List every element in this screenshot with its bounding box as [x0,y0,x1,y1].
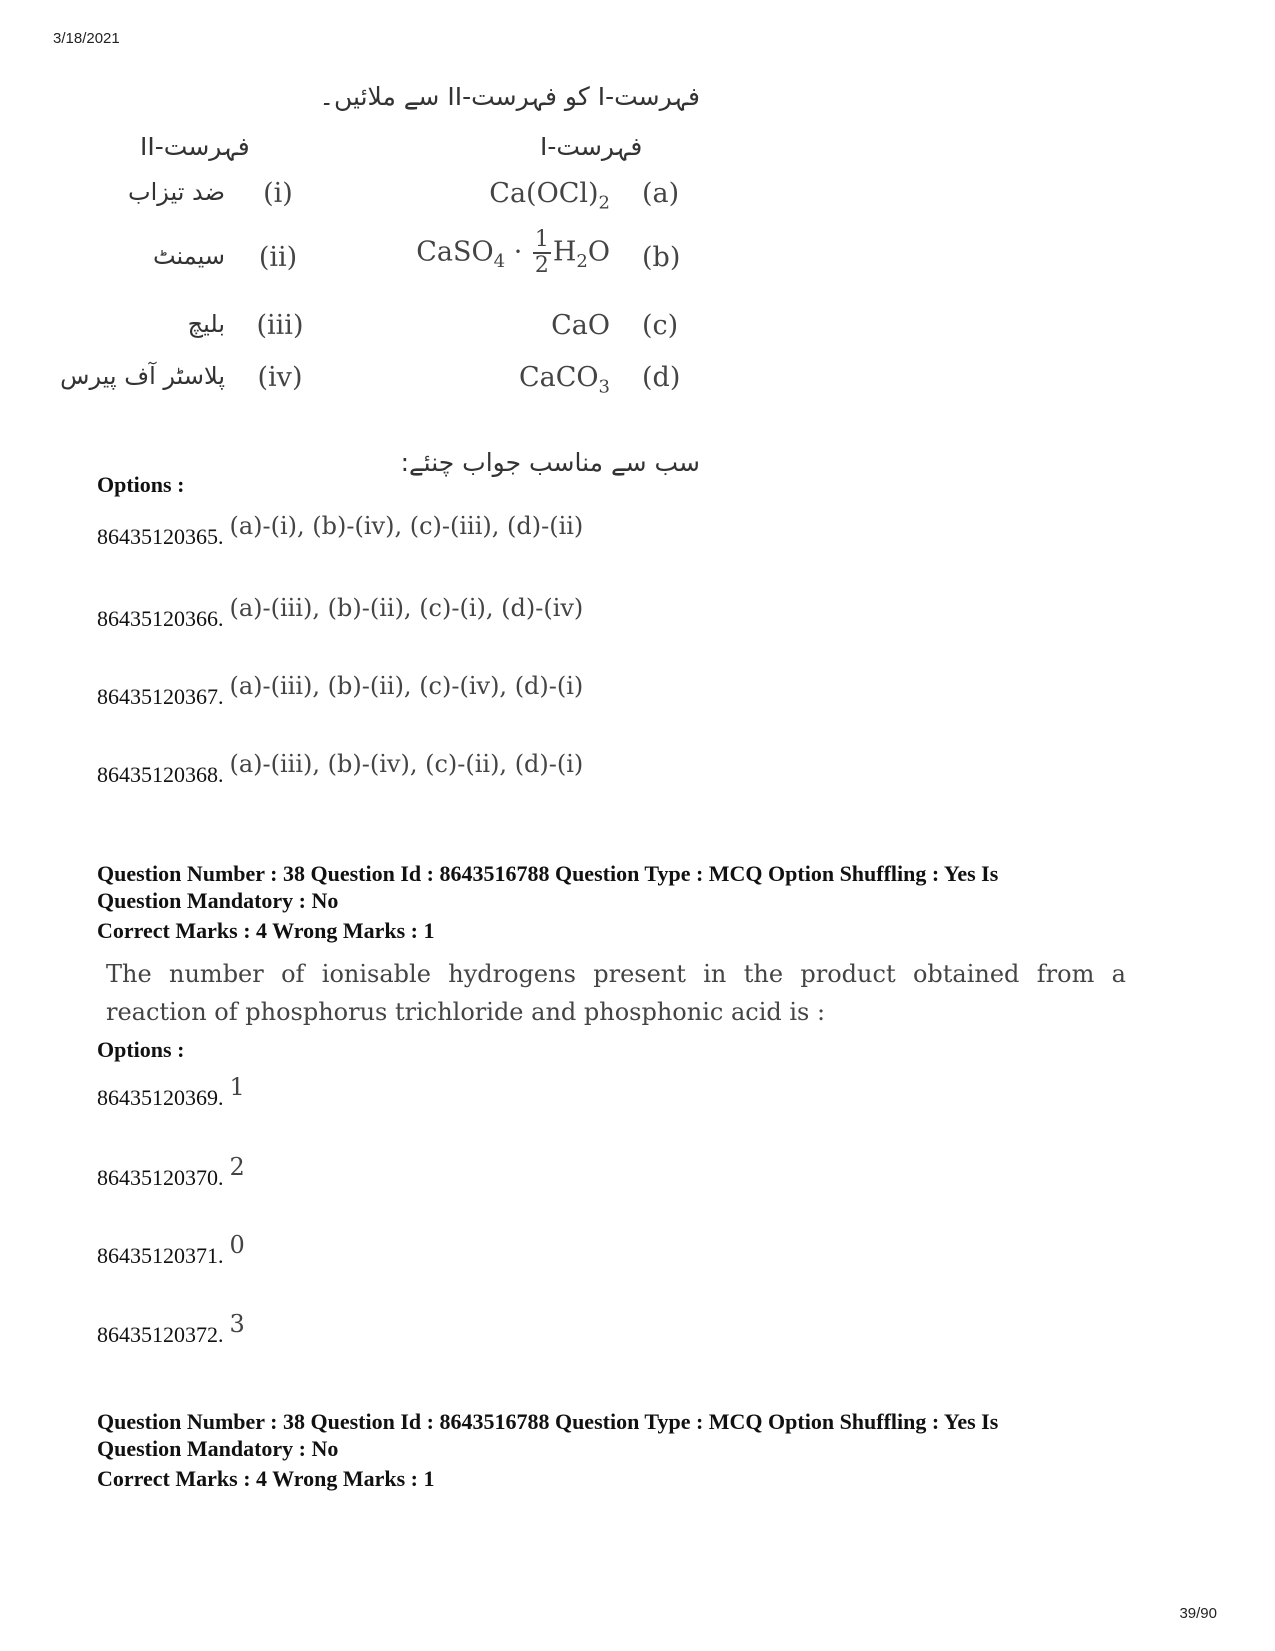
question-marks: Correct Marks : 4 Wrong Marks : 1 [97,1466,435,1491]
option-row[interactable] [97,1231,245,1269]
option-text: 0 [229,1231,245,1259]
match-list-figure [60,70,720,480]
page-number: 39/90 [1179,1605,1217,1622]
option-row[interactable] [97,750,584,788]
option-row[interactable] [97,512,584,550]
list-1-formula: CaSO$_4$ · $\frac{1}{2}$ $H_2O$ [416,227,610,278]
option-id: 86435120372. [97,1322,224,1347]
list-2-item-roman: (iii) [256,310,304,341]
question-meta-line: Question Number : 38 Question Id : 8643516788 Question Type : MCQ Option Shuffling : Yes Is [97,1409,999,1434]
question-meta-line: Question Number : 38 Question Id : 8643516788 Question Type : MCQ Option Shuffling : Yes Is [97,861,999,886]
option-text: 3 [229,1310,245,1338]
option-row[interactable] [97,594,584,632]
options-label: Options : [97,1037,185,1062]
option-row[interactable] [97,672,584,710]
list-2-item-roman: (iv) [257,362,303,393]
list-1-letter: (c) [642,310,679,341]
question-marks: Correct Marks : 4 Wrong Marks : 1 [97,918,435,943]
list-2-item-text: پلاسٹر آف پیرس [60,362,225,390]
options-label: Options : [97,472,185,497]
option-id: 86435120367. [97,684,224,709]
option-text: (a)-(i), (b)-(iv), (c)-(iii), (d)-(ii) [229,512,584,540]
list-1-letter: (a) [642,178,680,209]
list-1-formula: CaO [551,310,610,341]
list-2-header: فہرست-II [140,132,250,161]
option-id: 86435120368. [97,762,224,787]
list-1-letter: (d) [642,362,681,393]
list-2-item-text: ضد تیزاب [127,178,225,206]
question-meta [97,1408,1097,1462]
option-row[interactable] [97,1073,245,1111]
option-text: 2 [229,1153,245,1181]
option-row[interactable] [97,1153,245,1191]
list-1-header: فہرست-I [540,132,643,161]
instruction-text: سب سے مناسب جواب چنئے: [400,448,700,477]
question-meta [97,860,1097,914]
option-id: 86435120371. [97,1243,224,1268]
list-2-item-roman: (i) [263,178,293,209]
question-text: The number of ionisable hydrogens present in the product obtained from a reaction of phosphorus trichloride and phosphonic acid is : [106,960,1126,1026]
option-id: 86435120369. [97,1085,224,1110]
option-row[interactable] [97,1310,245,1348]
option-text: (a)-(iii), (b)-(iv), (c)-(ii), (d)-(i) [229,750,584,778]
list-1-formula: $Ca(OCl)_2$ [489,178,610,214]
list-2-item-text: سیمنٹ [152,242,225,270]
option-text: 1 [229,1073,245,1101]
question-meta-line: Question Mandatory : No [97,888,339,913]
option-id: 86435120370. [97,1165,224,1190]
list-1-letter: (b) [642,242,681,273]
option-text: (a)-(iii), (b)-(ii), (c)-(iv), (d)-(i) [229,672,584,700]
list-2-item-text: بلیچ [187,310,225,338]
option-id: 86435120366. [97,606,224,631]
list-1-formula: CaCO$_3$ [518,362,610,398]
list-2-item-roman: (ii) [258,242,298,273]
option-text: (a)-(iii), (b)-(ii), (c)-(i), (d)-(iv) [229,594,584,622]
option-id: 86435120365. [97,524,224,549]
question-meta-line: Question Mandatory : No [97,1436,339,1461]
match-heading: فہرست-I کو فہرست-II سے ملائیں۔ [319,82,700,111]
print-date: 3/18/2021 [53,30,120,47]
